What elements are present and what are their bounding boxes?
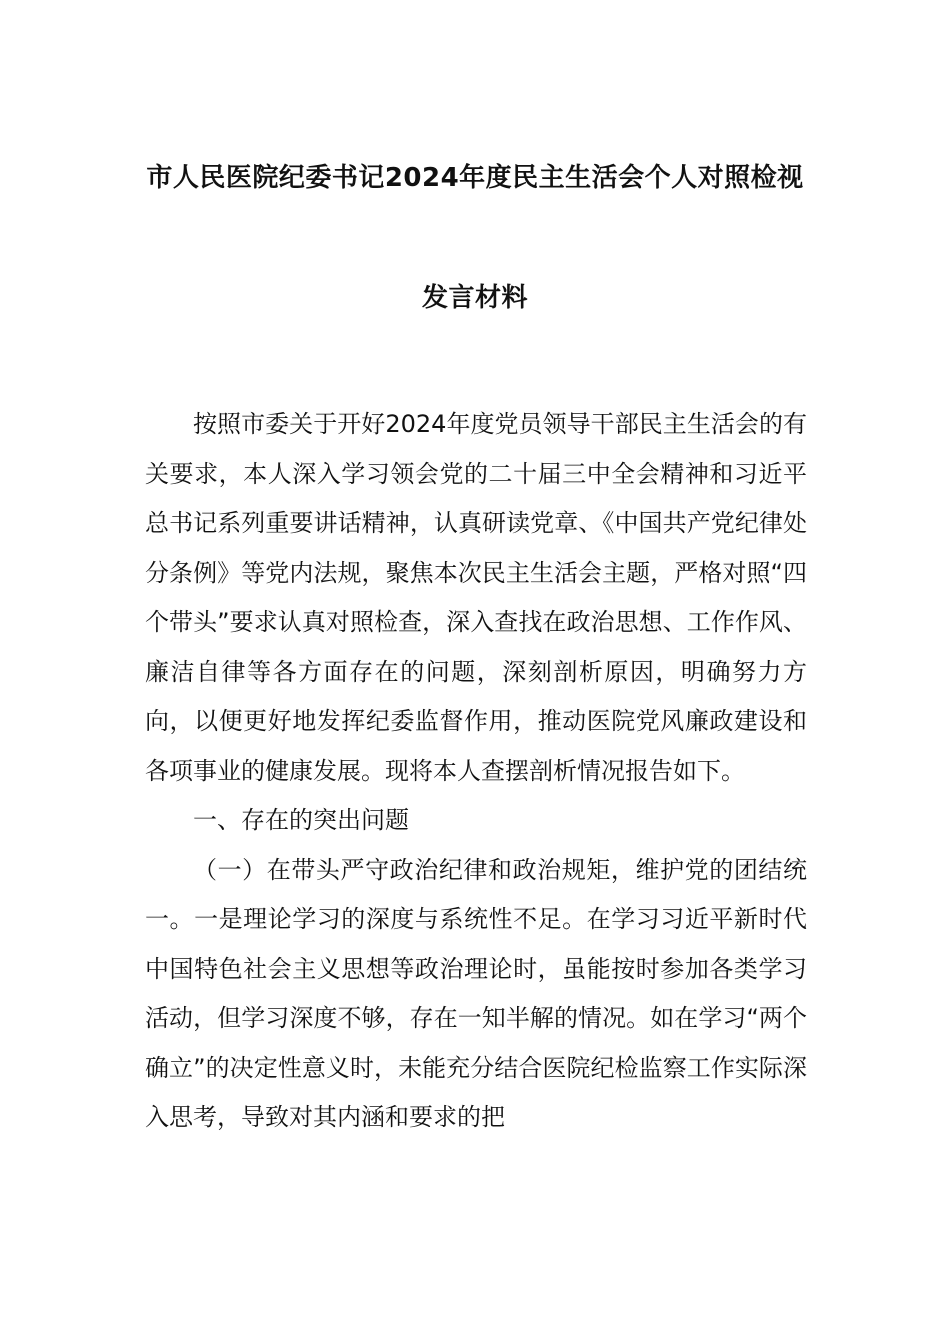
document-body (145, 400, 807, 1143)
document-title-line1: 市人民医院纪委书记2024年度民主生活会个人对照检视 (146, 163, 804, 193)
paragraph-intro: 按照市委关于开好2024年度党员领导干部民主生活会的有关要求，本人深入学习领会党的二十届三中全会精神和习近平总书记系列重要讲话精神，认真研读党章、《中国共产党纪律处分条例》等党内法规，聚焦本次民主生活会主题，严格对照“四个带头”要求认真对照检查，深入查找在政治思想、工作作风、廉洁自律等各方面存在的问题，深刻剖析原因，明确努力方向，以便更好地发挥纪委监督作用，推动医院党风廉政建设和各项事业的健康发展。现将本人查摆剖析情况报告如下。 (145, 410, 807, 785)
paragraph-item-1: （一）在带头严守政治纪律和政治规矩，维护党的团结统一。一是理论学习的深度与系统性不足。在学习习近平新时代中国特色社会主义思想等政治理论时，虽能按时参加各类学习活动，但学习深度不够，存在一知半解的情况。如在学习“两个确立”的决定性意义时，未能充分结合医院纪检监察工作实际深入思考，导致对其内涵和要求的把 (145, 855, 807, 1131)
document-title-line2: 发言材料 (421, 283, 528, 313)
section-heading: 一、存在的突出问题 (193, 806, 409, 834)
